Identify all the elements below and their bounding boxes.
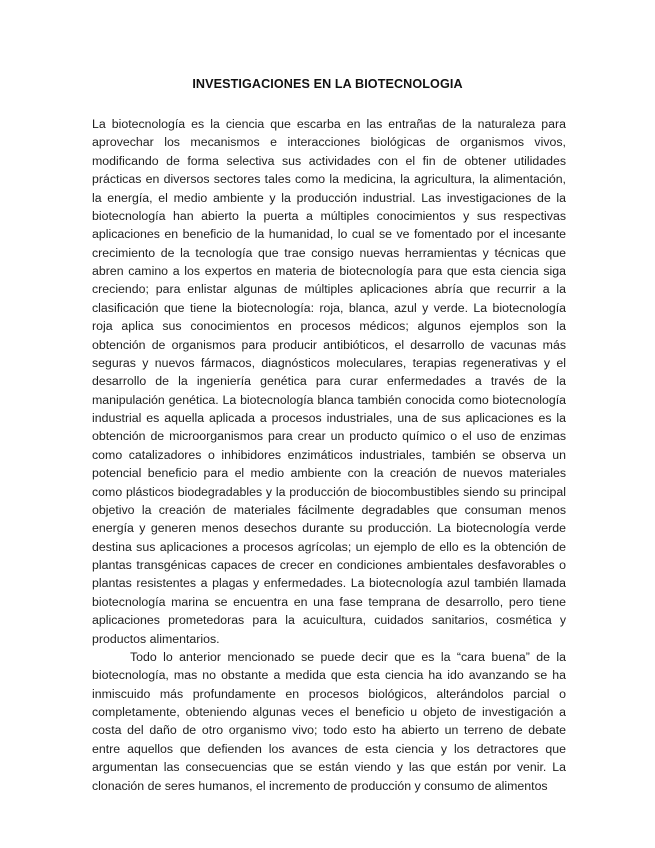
paragraph-intro: La biotecnología es la ciencia que escarba en las entrañas de la naturaleza para aprovechar los mecanismos e interacciones biológicas de organismos vivos, modificando de forma selectiva sus actividades con el fin de obtener utilidades prácticas en diversos sectores tales como la medicina, la agricultura, la alimentación, la energía, el medio ambiente y la producción industrial. Las investigaciones de la biotecnología han abierto la puerta a múltiples conocimientos y sus respectivas aplicaciones en beneficio de la humanidad, lo cual se ve fomentado por el incesante crecimiento de la tecnología que trae consigo nuevas herramientas y técnicas que abren camino a los expertos en materia de biotecnología para que esta ciencia siga creciendo; para enlistar algunas de múltiples aplicaciones abría que recurrir a la clasificación que tiene la biotecnología: roja, blanca, azul y verde. La biotecnología roja aplica sus conocimientos en procesos médicos; algunos ejemplos son la obtención de organismos para producir antibióticos, el desarrollo de vacunas más seguras y nuevos fármacos, diagnósticos moleculares, terapias regenerativas y el desarrollo de la ingeniería genética para curar enfermedades a través de la manipulación genética. La biotecnología blanca también conocida como biotecnología industrial es aquella aplicada a procesos industriales, una de sus aplicaciones es la obtención de microorganismos para crear un producto químico o el uso de enzimas como catalizadores o inhibidores enzimáticos industriales, también se observa un potencial beneficio para el medio ambiente con la creación de nuevos materiales como plásticos biodegradables y la producción de biocombustibles siendo su principal objetivo la creación de materiales fácilmente degradables que consuman menos energía y generen menos desechos durante su producción. La biotecnología verde destina sus aplicaciones a procesos agrícolas; un ejemplo de ello es la obtención de plantas transgénicas capaces de crecer en condiciones ambientales desfavorables o plantas resistentes a plagas y enfermedades. La biotecnología azul también llamada biotecnología marina se encuentra en una fase temprana de desarrollo, pero tiene aplicaciones prometedoras para la acuicultura, cuidados sanitarios, cosmética y productos alimentarios. [92,117,566,646]
document-title: INVESTIGACIONES EN LA BIOTECNOLOGIA [192,77,463,91]
paragraph-debate: Todo lo anterior mencionado se puede decir que es la “cara buena” de la biotecnología, mas no obstante a medida que esta ciencia ha ido avanzando se ha inmiscuido más profundamente en procesos biológicos, alterándolos parcial o completamente, obteniendo algunas veces el beneficio u objeto de investigación a costa del daño de otro organismo vivo; todo esto ha abierto un terreno de debate entre aquellos que defienden los avances de esta ciencia y los detractores que argumentan las consecuencias que se están viendo y las que están por venir. La clonación de seres humanos, el incremento de producción y consumo de alimentos [92,649,566,793]
document-body [92,115,566,795]
